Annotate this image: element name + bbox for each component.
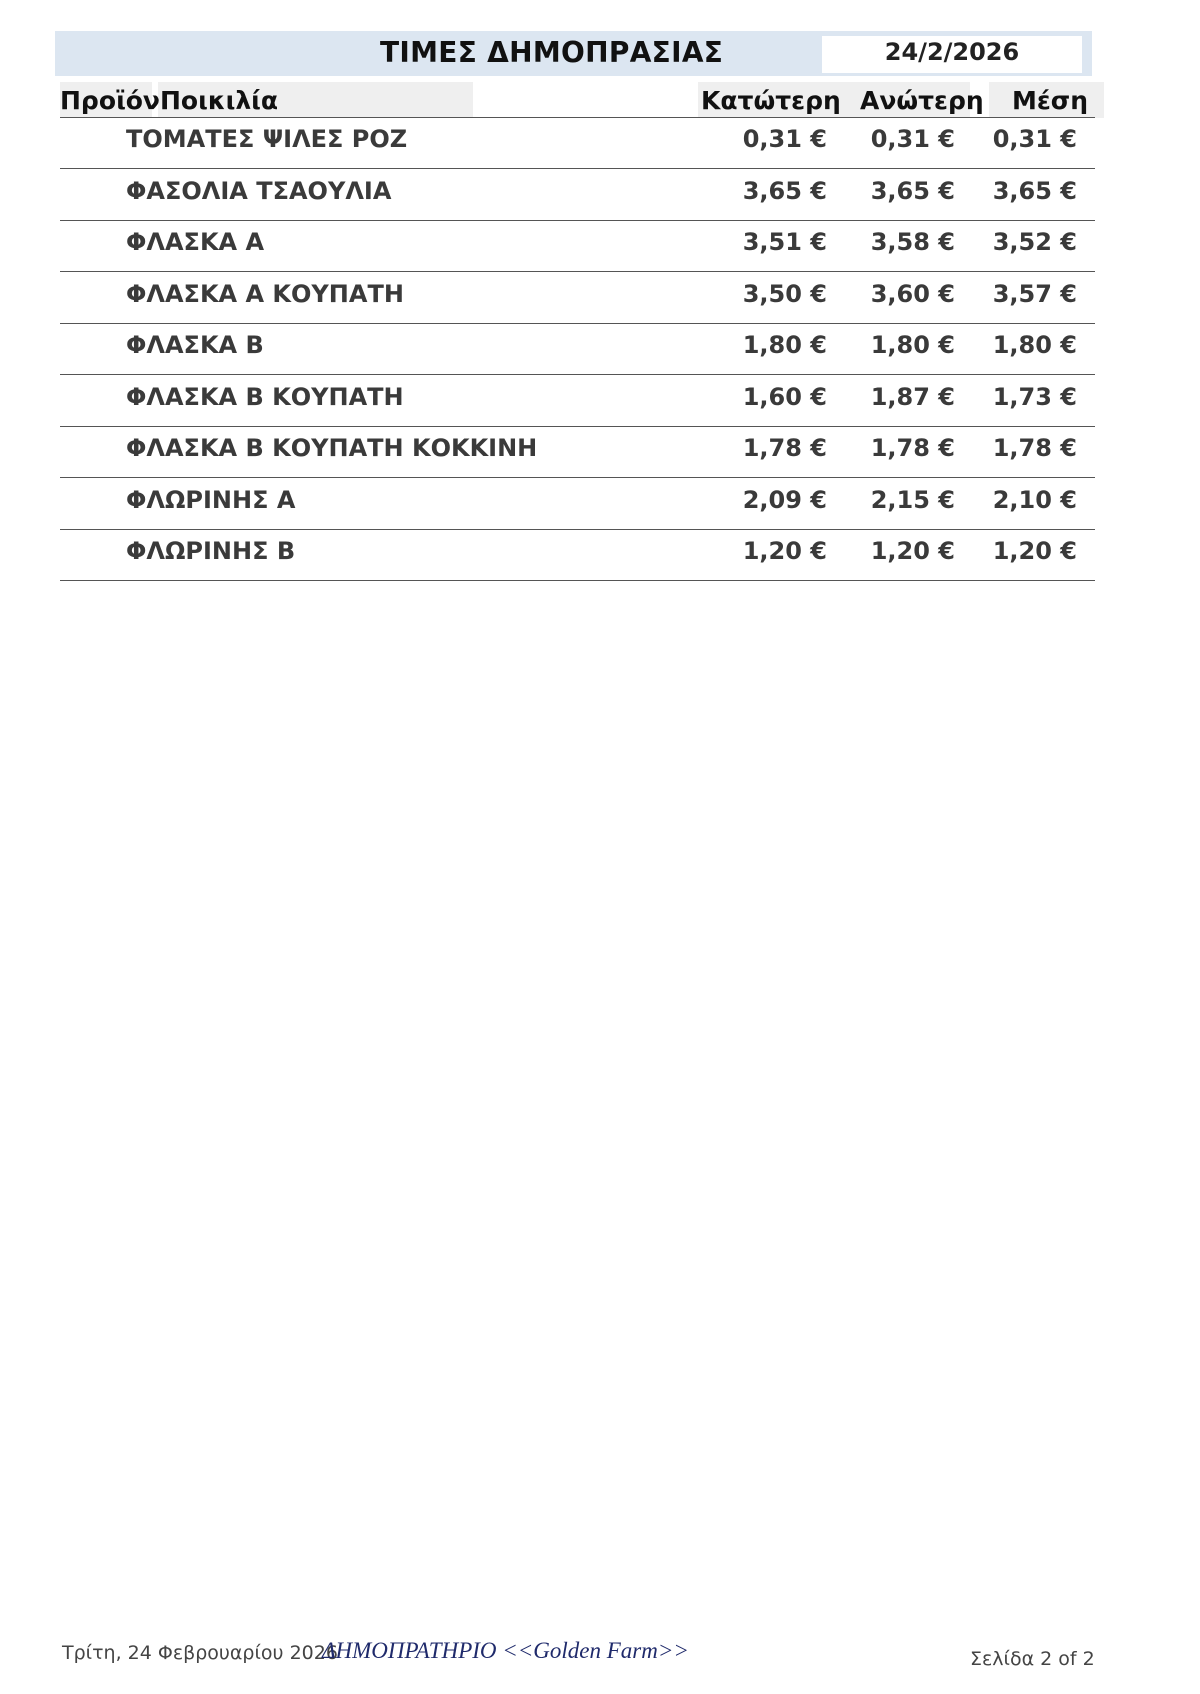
row-high-price: 2,15 € [870,485,955,514]
table-row [60,272,1095,324]
row-low-price: 2,09 € [742,485,827,514]
row-low-price: 1,78 € [742,434,827,462]
row-product-name: ΦΛΑΣΚΑ Β [126,331,264,359]
footer-page-number: Σελίδα 2 of 2 [970,1648,1095,1670]
row-high-price: 1,87 € [870,382,955,411]
row-low-price: 1,80 € [742,331,827,359]
row-low-price: 3,51 € [742,228,827,256]
footer-company: ΔΗΜΟΠΡΑΤΗΡΙΟ <<Golden Farm>> [322,1638,689,1663]
row-high-price: 0,31 € [870,125,955,153]
row-avg-price: 3,65 € [992,176,1077,205]
row-avg-price: 1,73 € [992,382,1077,411]
table-row [60,478,1095,530]
table-row [60,426,1095,478]
row-low-price: 3,65 € [742,176,827,205]
footer-date: Τρίτη, 24 Φεβρουαρίου 2026 [62,1642,338,1664]
row-avg-price: 2,10 € [992,485,1077,514]
row-avg-price: 1,78 € [992,434,1077,462]
row-avg-price: 3,57 € [992,279,1077,308]
row-high-price: 1,78 € [870,434,955,462]
table-row [60,117,1095,169]
auction-date: 24/2/2026 [884,38,1020,66]
row-product-name: ΦΛΩΡΙΝΗΣ Α [126,485,296,514]
table-row [60,529,1095,581]
column-header-variety: Ποικιλία [160,86,279,115]
row-avg-price: 3,52 € [992,228,1077,256]
row-high-price: 3,65 € [870,176,955,205]
row-high-price: 3,60 € [870,279,955,308]
row-high-price: 3,58 € [870,228,955,256]
table-row [60,375,1095,427]
row-product-name: ΦΑΣΟΛΙΑ ΤΣΑΟΥΛΙΑ [126,176,392,205]
row-product-name: ΦΛΑΣΚΑ Α ΚΟΥΠΑΤΗ [126,279,404,308]
table-row [60,169,1095,221]
row-product-name: ΦΛΑΣΚΑ Β ΚΟΥΠΑΤΗ ΚΟΚΚΙΝΗ [126,434,538,462]
column-header-high: Ανώτερη [860,86,984,115]
table-row [60,323,1095,375]
row-product-name: ΤΟΜΑΤΕΣ ΨΙΛΕΣ ΡΟΖ [126,125,408,153]
row-high-price: 1,20 € [870,537,955,565]
row-low-price: 1,20 € [742,537,827,565]
row-low-price: 1,60 € [742,382,827,411]
row-low-price: 0,31 € [742,125,827,153]
row-avg-price: 0,31 € [992,125,1077,153]
row-product-name: ΦΛΩΡΙΝΗΣ Β [126,537,296,565]
row-high-price: 1,80 € [870,331,955,359]
row-product-name: ΦΛΑΣΚΑ Β ΚΟΥΠΑΤΗ [126,382,404,411]
row-avg-price: 1,80 € [992,331,1077,359]
table-row [60,220,1095,272]
row-low-price: 3,50 € [742,279,827,308]
row-avg-price: 1,20 € [992,537,1077,565]
page-title: ΤΙΜΕΣ ΔΗΜΟΠΡΑΣΙΑΣ [380,36,724,69]
column-header-product: Προϊόν [60,86,160,115]
column-header-avg: Μέση [1012,86,1089,115]
column-header-low: Κατώτερη [701,86,841,115]
row-product-name: ΦΛΑΣΚΑ Α [126,228,265,256]
